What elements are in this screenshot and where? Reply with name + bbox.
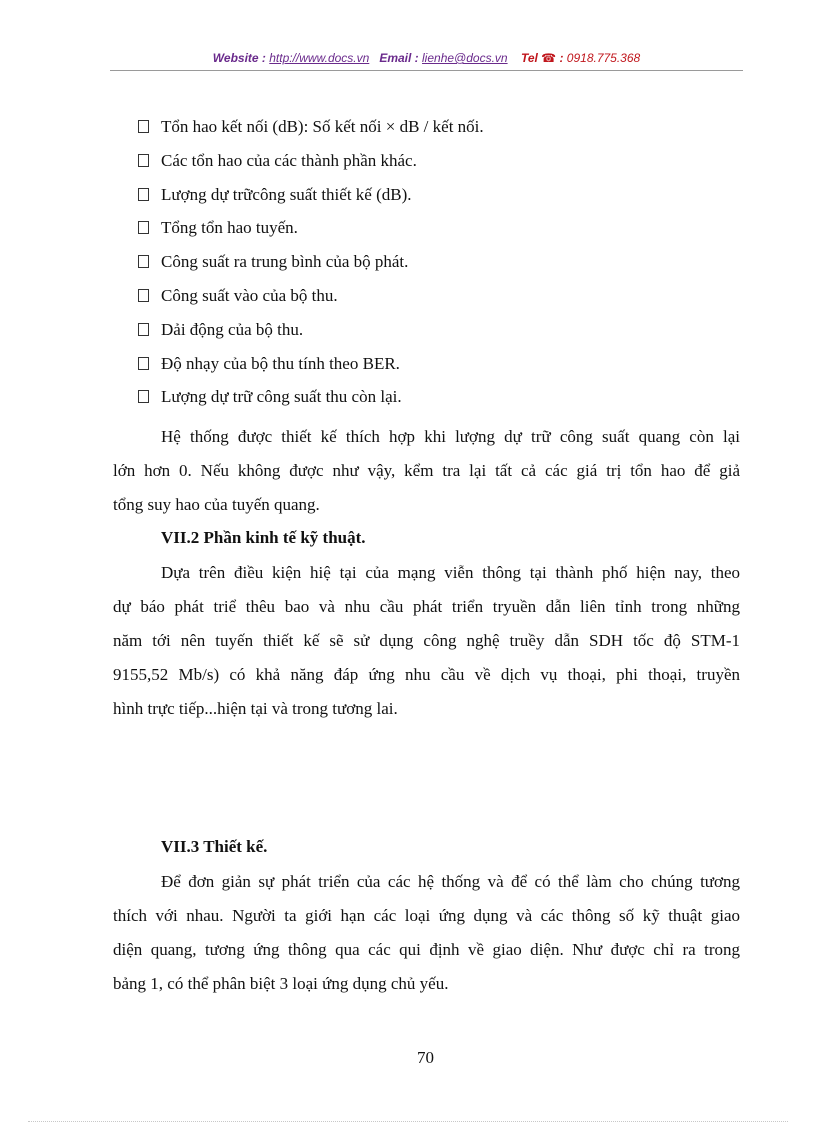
checkbox-icon <box>138 188 149 201</box>
paragraph-line: Dựa trên điều kiện hiệ tại của mạng viễn thông tại thành phố hiện nay, theo <box>161 563 740 582</box>
list-item-text: Dải động của bộ thu. <box>161 319 304 339</box>
checkbox-icon <box>138 154 149 167</box>
list-item-text: Công suất ra trung bình của bộ phát. <box>161 252 409 272</box>
section-heading-economics: VII.2 Phần kinh tế kỹ thuật. <box>161 528 366 547</box>
paragraph-line: năm tới nên tuyến thiết kế sẽ sử dụng công nghệ truềy dẫn SDH tốc độ STM-1 <box>113 631 740 650</box>
paragraph-line: bảng 1, có thể phân biệt 3 loại ứng dụng chủ yếu. <box>113 974 449 993</box>
checkbox-icon <box>138 357 149 370</box>
list-item-text: Các tổn hao của các thành phần khác. <box>161 150 417 170</box>
paragraph-line: Để đơn giản sự phát triển của các hệ thống và để có thể làm cho chúng tương <box>161 872 740 891</box>
email-link[interactable]: lienhe@docs.vn <box>422 51 508 65</box>
paragraph-line: tổng suy hao của tuyến quang. <box>113 495 320 514</box>
header-divider <box>110 70 743 71</box>
list-item-text: Độ nhạy của bộ thu tính theo BER. <box>161 353 400 373</box>
page-number: 70 <box>417 1048 434 1067</box>
list-item-text: Công suất vào của bộ thu. <box>161 285 338 305</box>
checkbox-icon <box>138 323 149 336</box>
email-label: Email : <box>379 51 419 65</box>
list-item <box>138 249 738 283</box>
list-item <box>138 114 738 148</box>
list-item <box>138 384 738 418</box>
paragraph-line: dự báo phát triể thêu bao và nhu cầu phát triển tryuền dẫn liên tỉnh trong những <box>113 597 740 616</box>
checkbox-icon <box>138 255 149 268</box>
footer-divider <box>28 1121 788 1122</box>
paragraph-design <box>113 865 740 1001</box>
paragraph-economics <box>113 556 740 726</box>
list-item <box>138 148 738 182</box>
list-item <box>138 283 738 317</box>
bullet-list <box>138 114 738 418</box>
paragraph-line: thích với nhau. Người ta giới hạn các loại ứng dụng và các thông số kỹ thuật giao <box>113 906 740 925</box>
phone-number: 0918.775.368 <box>566 51 641 65</box>
page-header <box>110 51 743 69</box>
checkbox-icon <box>138 289 149 302</box>
list-item <box>138 215 738 249</box>
checkbox-icon <box>138 120 149 133</box>
paragraph-line: lớn hơn 0. Nếu không được như vậy, kểm tra lại tất cả các giá trị tổn hao để giả <box>113 461 740 480</box>
paragraph-line: Hệ thống được thiết kế thích hợp khi lượng dự trữ công suất quang còn lại <box>161 427 740 446</box>
phone-label: Tel ☎ : <box>520 51 564 65</box>
list-item-text: Tổng tổn hao tuyến. <box>161 218 298 238</box>
paragraph-line: 9155,52 Mb/s) có khả năng đáp ứng nhu cầu về dịch vụ thoại, phi thoại, truyền <box>113 665 740 684</box>
list-item-text: Tổn hao kết nối (dB): Số kết nối × dB / kết nối. <box>161 117 484 136</box>
list-item-text: Lượng dự trữ công suất thu còn lại. <box>161 387 402 407</box>
paragraph-system-design <box>113 420 740 522</box>
paragraph-line: diện quang, tương ứng thông qua các qui định về giao diện. Như được chỉ ra trong <box>113 940 740 959</box>
checkbox-icon <box>138 221 149 234</box>
checkbox-icon <box>138 390 149 403</box>
list-item <box>138 351 738 385</box>
website-label: Website : <box>212 51 266 65</box>
list-item <box>138 182 738 216</box>
section-heading-design: VII.3 Thiết kế. <box>161 837 268 856</box>
paragraph-line: hình trực tiếp...hiện tại và trong tương lai. <box>113 699 398 718</box>
list-item-text: Lượng dự trữcông suất thiết kế (dB). <box>161 184 412 204</box>
website-link[interactable]: http://www.docs.vn <box>269 51 370 65</box>
list-item <box>138 317 738 351</box>
